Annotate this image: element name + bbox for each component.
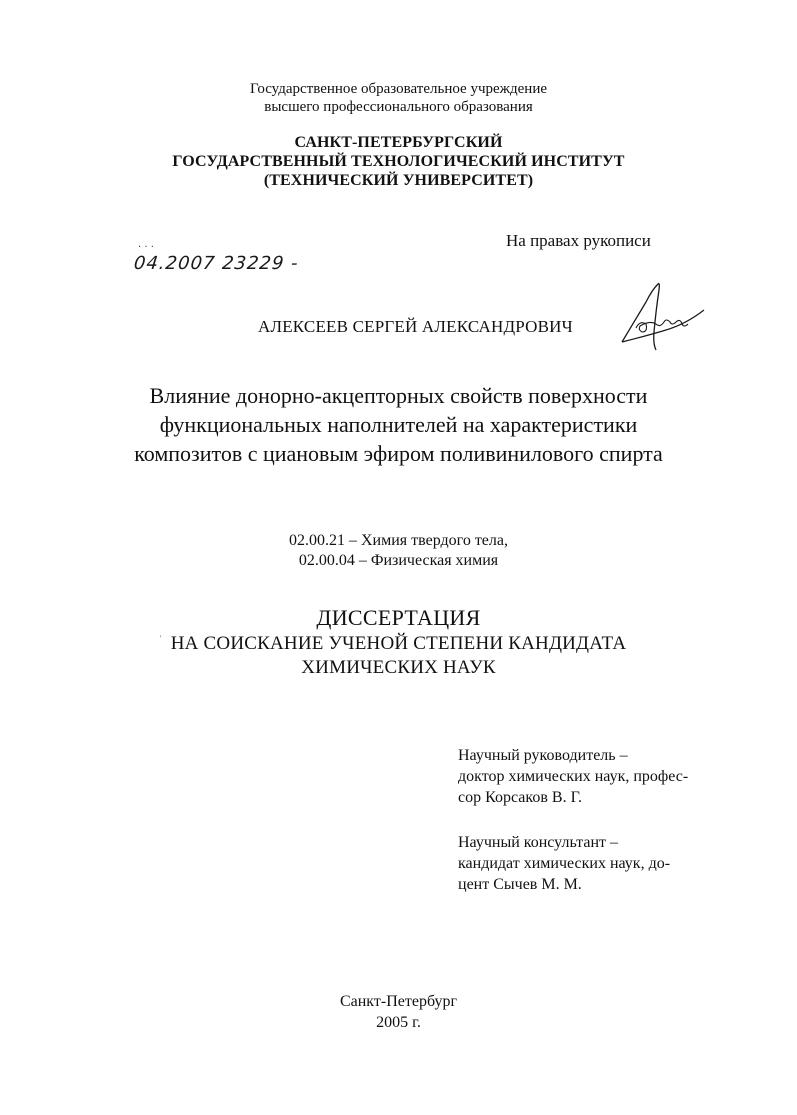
signature-icon — [616, 280, 708, 352]
university-line-3: (ТЕХНИЧЕСКИЙ УНИВЕРСИТЕТ) — [263, 172, 534, 189]
supervisor-line-1: Научный руководитель – — [458, 747, 628, 764]
specialty-line-2: 02.00.04 – Физическая химия — [298, 552, 499, 569]
institution-line-1: Государственное образовательное учреждение — [249, 81, 548, 97]
stamp-number: 04.2007 23229 - — [132, 253, 300, 274]
footer-city: Санкт-Петербург — [339, 993, 458, 1010]
consultant-line-3: цент Сычев М. М. — [458, 876, 582, 893]
supervisor-line-2: доктор химических наук, профес- — [458, 768, 689, 785]
stamp-marks: · · · — [138, 242, 154, 253]
university-line-2: ГОСУДАРСТВЕННЫЙ ТЕХНОЛОГИЧЕСКИЙ ИНСТИТУТ — [172, 153, 625, 170]
dissertation-heading: ДИССЕРТАЦИЯ — [316, 605, 481, 630]
university-line-1: САНКТ-ПЕТЕРБУРГСКИЙ — [294, 134, 503, 151]
footer-year: 2005 г. — [376, 1014, 421, 1031]
consultant-line-2: кандидат химических наук, до- — [458, 855, 671, 872]
supervisor-line-3: сор Корсаков В. Г. — [458, 789, 583, 806]
specialty-line-1: 02.00.21 – Химия твердого тела, — [289, 532, 508, 549]
dissertation-line-2: НА СОИСКАНИЕ УЧЕНОЙ СТЕПЕНИ КАНДИДАТА — [170, 633, 627, 654]
dissertation-line-3: ХИМИЧЕСКИХ НАУК — [301, 657, 496, 678]
scan-mark: ' — [160, 634, 162, 643]
author-name: АЛЕКСЕЕВ СЕРГЕЙ АЛЕКСАНДРОВИЧ — [258, 317, 573, 336]
manuscript-note: На правах рукописи — [506, 231, 651, 250]
title-line-2: функциональных наполнителей на характеристики — [159, 412, 638, 437]
title-line-1: Влияние донорно-акцепторных свойств поверхности — [149, 383, 648, 408]
title-line-3: композитов с циановым эфиром поливинилового спирта — [134, 441, 663, 466]
consultant-line-1: Научный консультант – — [458, 834, 618, 851]
institution-line-2: высшего профессионального образования — [264, 99, 533, 115]
